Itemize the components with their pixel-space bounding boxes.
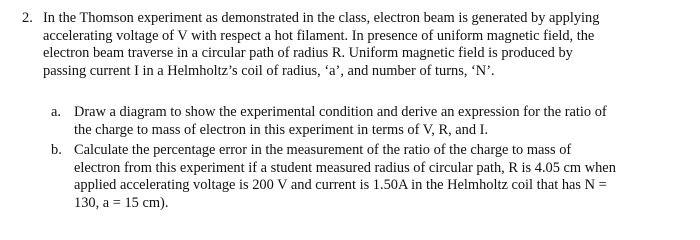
- sub-question-a: [22, 104, 690, 142]
- question-line: In the Thomson experiment as demonstrated in the class, electron beam is generated by applying: [43, 10, 600, 26]
- sub-question-list: [22, 104, 690, 214]
- sub-question-line: the charge to mass of electron in this experiment in terms of V, R, and I.: [74, 121, 489, 138]
- sub-question-line: applied accelerating voltage is 200 V and current is 1.50A in the Helmholtz coil that has N =: [74, 177, 607, 193]
- question-line: passing current I in a Helmholtz’s coil of radius, ‘a’, and number of turns, ‘N’.: [43, 62, 495, 79]
- sub-question-line: Calculate the percentage error in the measurement of the ratio of the charge to mass of: [74, 142, 572, 158]
- sub-question-b: [22, 142, 690, 214]
- question-2: [22, 10, 690, 80]
- question-line: accelerating voltage of V with respect a hot filament. In presence of uniform magnetic field, the: [43, 27, 595, 44]
- sub-question-line: Draw a diagram to show the experimental condition and derive an expression for the ratio of: [74, 104, 607, 120]
- sub-question-line: 130, a = 15 cm).: [74, 194, 169, 211]
- sub-question-marker: b.: [51, 142, 62, 158]
- sub-question-line: electron from this experiment if a student measured radius of circular path, R is 4.05 cm when: [74, 159, 616, 176]
- question-text: [22, 10, 690, 80]
- sub-question-marker: a.: [51, 104, 61, 120]
- question-number: 2.: [22, 10, 33, 26]
- question-line: electron beam traverse in a circular path of radius R. Uniform magnetic field is produced by: [43, 45, 573, 61]
